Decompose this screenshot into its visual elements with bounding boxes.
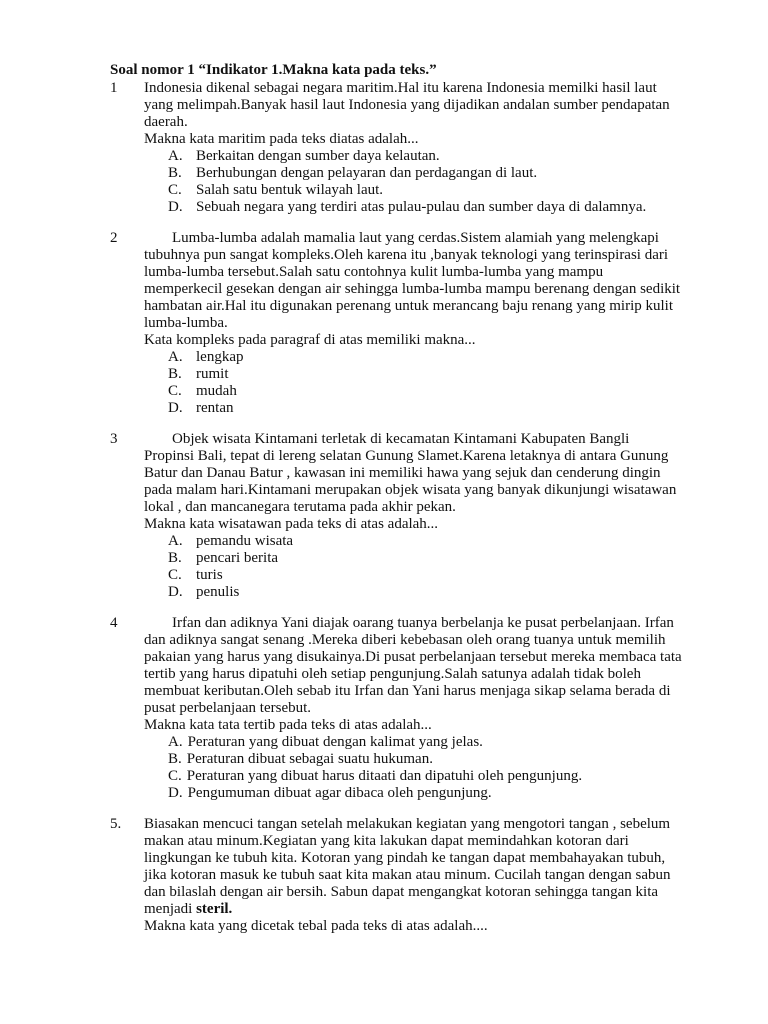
options-list: [168, 533, 682, 601]
option-text: Peraturan yang dibuat harus ditaati dan dipatuhi oleh pengunjung.: [186, 768, 583, 784]
question-body: [144, 230, 682, 417]
option-text: turis: [196, 567, 223, 583]
question-body: [144, 816, 682, 935]
option-row: [168, 383, 682, 400]
question-body: [144, 431, 682, 601]
question-block-5: [110, 816, 682, 935]
option-label: D.: [168, 785, 183, 801]
question-paragraph: Irfan dan adiknya Yani diajak oarang tuanya berbelanja ke pusat perbelanjaan. Irfan dan adiknya sangat senang .Mereka diberi kebebasan oleh orang tuanya untuk memilih pakaian yang harus yang disukainya.Di pusat perbelanjaan tersebut mereka membaca tata tertib yang harus dipatuhi oleh setiap pengunjung.Salah satunya adalah tidak boleh membuat keributan.Oleh sebab itu Irfan dan Yani harus menjaga sikap selama berada di pusat perbelanjaan tersebut.: [144, 615, 682, 716]
option-label: C.: [168, 768, 182, 784]
option-text: Peraturan dibuat sebagai suatu hukuman.: [186, 751, 433, 767]
option-row: [168, 182, 682, 199]
option-label: A.: [168, 148, 183, 164]
option-text: pemandu wisata: [196, 533, 294, 549]
options-list: [168, 148, 682, 216]
question-prompt: Makna kata yang dicetak tebal pada teks di atas adalah....: [144, 918, 488, 934]
option-label: D.: [168, 400, 183, 416]
paragraph-text: Biasakan mencuci tangan setelah melakukan kegiatan yang mengotori tangan , sebelum makan atau minum.Kegiatan yang kita lakukan dapat memindahkan kotoran dari lingkungan ke tubuh kita. Kotoran yang pindah ke tangan dapat membahayakan tubuh, jika kotoran masuk ke tubuh saat kita makan atau minum. Cucilah tangan dengan sabun dan bilaslah dengan air bersih. Sabun dapat mengangkat kotoran sehingga tangan kita menjadi: [144, 816, 671, 917]
option-text: rentan: [196, 400, 234, 416]
options-list: [168, 349, 682, 417]
question-block-3: [110, 431, 682, 601]
question-paragraph: [144, 816, 682, 918]
option-text: pencari berita: [196, 550, 279, 566]
option-row: [168, 148, 682, 165]
question-block-2: [110, 230, 682, 417]
option-row: [168, 550, 682, 567]
question-prompt: Makna kata wisatawan pada teks di atas adalah...: [144, 516, 439, 532]
option-text: penulis: [196, 584, 240, 600]
question-prompt: Makna kata maritim pada teks diatas adalah...: [144, 131, 419, 147]
option-label: B.: [168, 366, 182, 382]
option-label: A.: [168, 533, 183, 549]
option-text: Peraturan yang dibuat dengan kalimat yang jelas.: [187, 734, 483, 750]
option-row: [168, 349, 682, 366]
question-prompt: Kata kompleks pada paragraf di atas memiliki makna...: [144, 332, 476, 348]
bold-term: steril.: [196, 901, 233, 917]
option-text: Sebuah negara yang terdiri atas pulau-pulau dan sumber daya di dalamnya.: [196, 199, 647, 215]
question-number: 4: [110, 615, 118, 631]
option-label: B.: [168, 751, 182, 767]
option-label: A.: [168, 734, 183, 750]
option-row: [168, 785, 682, 802]
option-label: C.: [168, 383, 182, 399]
question-number: 5.: [110, 816, 122, 832]
option-row: [168, 567, 682, 584]
question-number: 1: [110, 80, 118, 96]
option-row: [168, 400, 682, 417]
option-row: [168, 165, 682, 182]
option-text: Berhubungan dengan pelayaran dan perdagangan di laut.: [196, 165, 538, 181]
question-number: 3: [110, 431, 118, 447]
question-body: [144, 615, 682, 802]
option-text: Salah satu bentuk wilayah laut.: [196, 182, 384, 198]
option-row: [168, 584, 682, 601]
option-label: B.: [168, 165, 182, 181]
question-number: 2: [110, 230, 118, 246]
option-label: D.: [168, 199, 183, 215]
option-text: Pengumuman dibuat agar dibaca oleh pengunjung.: [187, 785, 492, 801]
question-prompt: Makna kata tata tertib pada teks di atas adalah...: [144, 717, 432, 733]
option-label: C.: [168, 567, 182, 583]
question-paragraph: Indonesia dikenal sebagai negara maritim.Hal itu karena Indonesia memilki hasil laut yang melimpah.Banyak hasil laut Indonesia yang dijadikan andalan sumber pendapatan daerah.: [144, 80, 670, 130]
option-row: [168, 734, 682, 751]
option-label: B.: [168, 550, 182, 566]
option-row: [168, 366, 682, 383]
page-title: Soal nomor 1 “Indikator 1.Makna kata pada teks.”: [110, 62, 437, 78]
question-body: [144, 80, 682, 216]
option-label: D.: [168, 584, 183, 600]
option-row: [168, 199, 682, 216]
option-text: Berkaitan dengan sumber daya kelautan.: [196, 148, 440, 164]
question-block-1: [110, 80, 682, 216]
option-row: [168, 768, 682, 785]
option-label: A.: [168, 349, 183, 365]
option-row: [168, 751, 682, 768]
options-list: [168, 734, 682, 802]
question-paragraph: Objek wisata Kintamani terletak di kecamatan Kintamani Kabupaten Bangli Propinsi Bali, tepat di lereng selatan Gunung Slamet.Karena letaknya di antara Gunung Batur dan Danau Batur , kawasan ini memiliki hawa yang sejuk dan cenderung dingin pada malam hari.Kintamani merupakan objek wisata yang banyak dikunjungi wisatawan lokal , dan mancanegara terutama pada akhir pekan.: [144, 431, 677, 515]
option-row: [168, 533, 682, 550]
question-block-4: [110, 615, 682, 802]
option-text: mudah: [196, 383, 237, 399]
option-text: rumit: [196, 366, 229, 382]
option-text: lengkap: [196, 349, 244, 365]
question-paragraph: Lumba-lumba adalah mamalia laut yang cerdas.Sistem alamiah yang melengkapi tubuhnya pun sangat kompleks.Oleh karena itu ,banyak teknologi yang terinspirasi dari lumba-lumba tersebut.Salah satu contohnya kulit lumba-lumba yang mampu memperkecil gesekan dengan air sehingga lumba-lumba mampu berenang dengan sedikit hambatan air.Hal itu digunakan perenang untuk merancang baju renang yang mirip kulit lumba-lumba.: [144, 230, 681, 331]
option-label: C.: [168, 182, 182, 198]
